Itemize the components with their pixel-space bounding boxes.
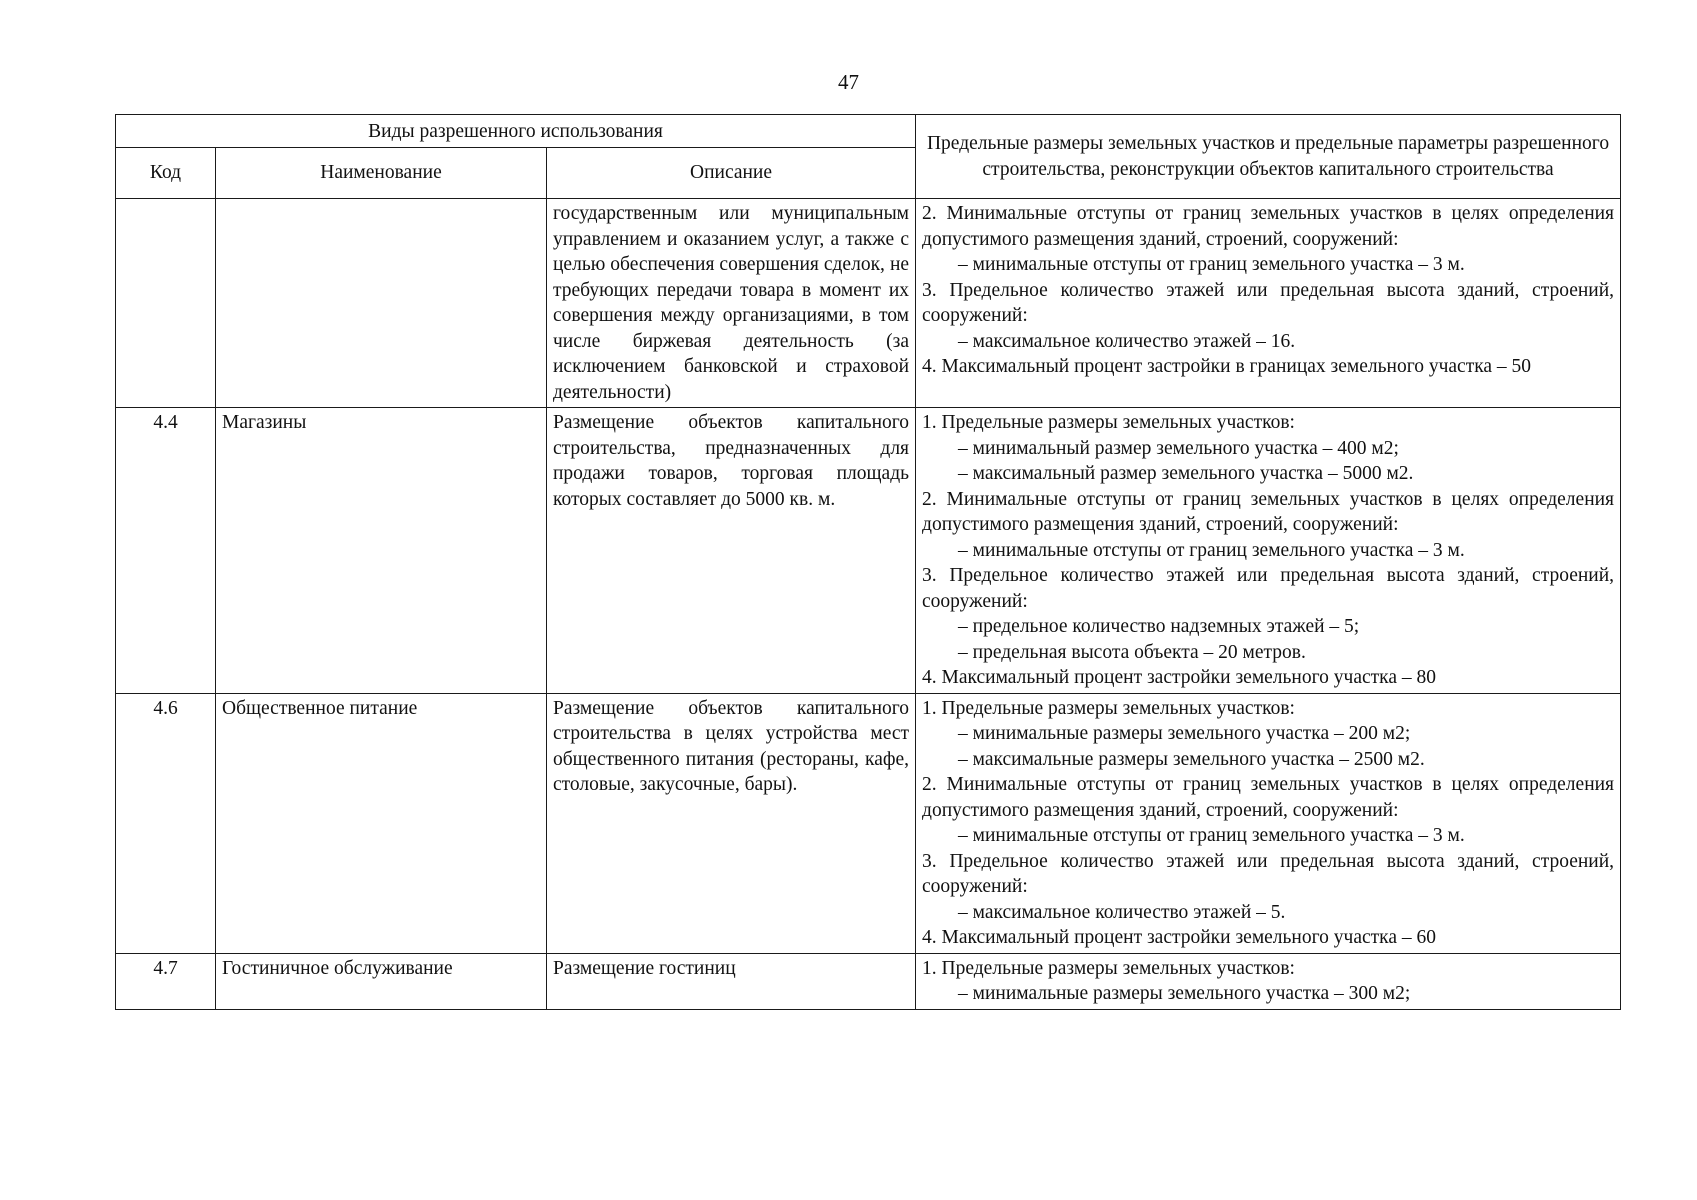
param-item: 2. Минимальные отступы от границ земельных участков в целях определения допустимого размещения зданий, строений, сооружений: [922, 488, 1615, 535]
row-description [547, 953, 916, 1009]
land-use-table [115, 114, 1621, 1010]
param-bullet: ‒ минимальные отступы от границ земельного участка – 3 м. [958, 825, 1465, 846]
param-item: 1. Предельные размеры земельных участков: [922, 697, 1295, 719]
group-header: Виды разрешенного использования [116, 115, 916, 148]
row-code: 4.4 [116, 408, 216, 694]
param-bullet: ‒ максимальный размер земельного участка – 5000 м2. [958, 463, 1414, 484]
param-item: 4. Максимальный процент застройки земельного участка – 60 [922, 927, 1436, 948]
row-params [916, 953, 1621, 1009]
header-row-top [116, 115, 1621, 148]
page-number: 47 [838, 70, 859, 94]
param-bullet: ‒ минимальные отступы от границ земельного участка – 3 м. [958, 539, 1465, 561]
param-item: 2. Минимальные отступы от границ земельных участков в целях определения допустимого размещения зданий, строений, сооружений: [922, 774, 1615, 821]
row-name: Магазины [216, 408, 547, 694]
param-bullet: ‒ максимальное количество этажей – 16. [958, 330, 1296, 352]
row-name: Общественное питание [216, 693, 547, 953]
row-params [916, 693, 1621, 953]
table-row [116, 199, 1621, 408]
param-bullet: ‒ минимальные размеры земельного участка – 300 м2; [958, 983, 1411, 1004]
description-text: Размещение объектов капитального строительства, предназначенных для продажи товаров, торговая площадь которых составляет до 5000 кв. м. [553, 412, 910, 510]
row-description [547, 199, 916, 408]
code-header: Код [116, 148, 216, 199]
param-item: 3. Предельное количество этажей или предельная высота зданий, строений, сооружений: [922, 850, 1615, 897]
row-params [916, 199, 1621, 408]
description-text: государственным или муниципальным управлением и оказанием услуг, а также с целью обеспечения совершения сделок, не требующих передачи товара в момент их совершения между организациями, в том числе биржевая деятельность (за исключением банковской и страховой деятельности) [553, 203, 910, 403]
table-row [116, 693, 1621, 953]
param-bullet: ‒ максимальное количество этажей – 5. [958, 901, 1286, 923]
param-bullet: ‒ минимальные отступы от границ земельного участка – 3 м. [958, 254, 1465, 275]
param-bullet: ‒ минимальный размер земельного участка – 400 м2; [958, 437, 1399, 459]
param-bullet: ‒ предельное количество надземных этажей – 5; [958, 616, 1360, 637]
param-item: 4. Максимальный процент застройки в границах земельного участка – 50 [922, 356, 1532, 377]
description-header: Описание [547, 148, 916, 199]
params-header: Предельные размеры земельных участков и предельные параметры разрешенного строительства, реконструкции объектов капитального строительства [916, 115, 1621, 199]
param-bullet: ‒ максимальные размеры земельного участка – 2500 м2. [958, 748, 1425, 770]
param-bullet: ‒ предельная высота объекта – 20 метров. [958, 641, 1306, 663]
param-item: 2. Минимальные отступы от границ земельных участков в целях определения допустимого размещения зданий, строений, сооружений: [922, 203, 1615, 250]
row-code: 4.6 [116, 693, 216, 953]
description-text: Размещение объектов капитального строительства в целях устройства мест общественного питания (рестораны, кафе, столовые, закусочные, бары). [553, 697, 910, 795]
param-item: 3. Предельное количество этажей или предельная высота зданий, строений, сооружений: [922, 565, 1615, 612]
description-text: Размещение гостиниц [553, 957, 736, 979]
row-code: 4.7 [116, 953, 216, 1009]
param-item: 1. Предельные размеры земельных участков: [922, 957, 1295, 979]
row-name [216, 199, 547, 408]
row-description [547, 693, 916, 953]
param-item: 3. Предельное количество этажей или предельная высота зданий, строений, сооружений: [922, 279, 1615, 326]
row-name: Гостиничное обслуживание [216, 953, 547, 1009]
row-params [916, 408, 1621, 694]
param-item: 4. Максимальный процент застройки земельного участка – 80 [922, 667, 1436, 688]
table-row [116, 408, 1621, 694]
name-header: Наименование [216, 148, 547, 199]
row-code [116, 199, 216, 408]
param-bullet: ‒ минимальные размеры земельного участка – 200 м2; [958, 723, 1411, 744]
param-item: 1. Предельные размеры земельных участков: [922, 412, 1295, 433]
row-description [547, 408, 916, 694]
table-row [116, 953, 1621, 1009]
